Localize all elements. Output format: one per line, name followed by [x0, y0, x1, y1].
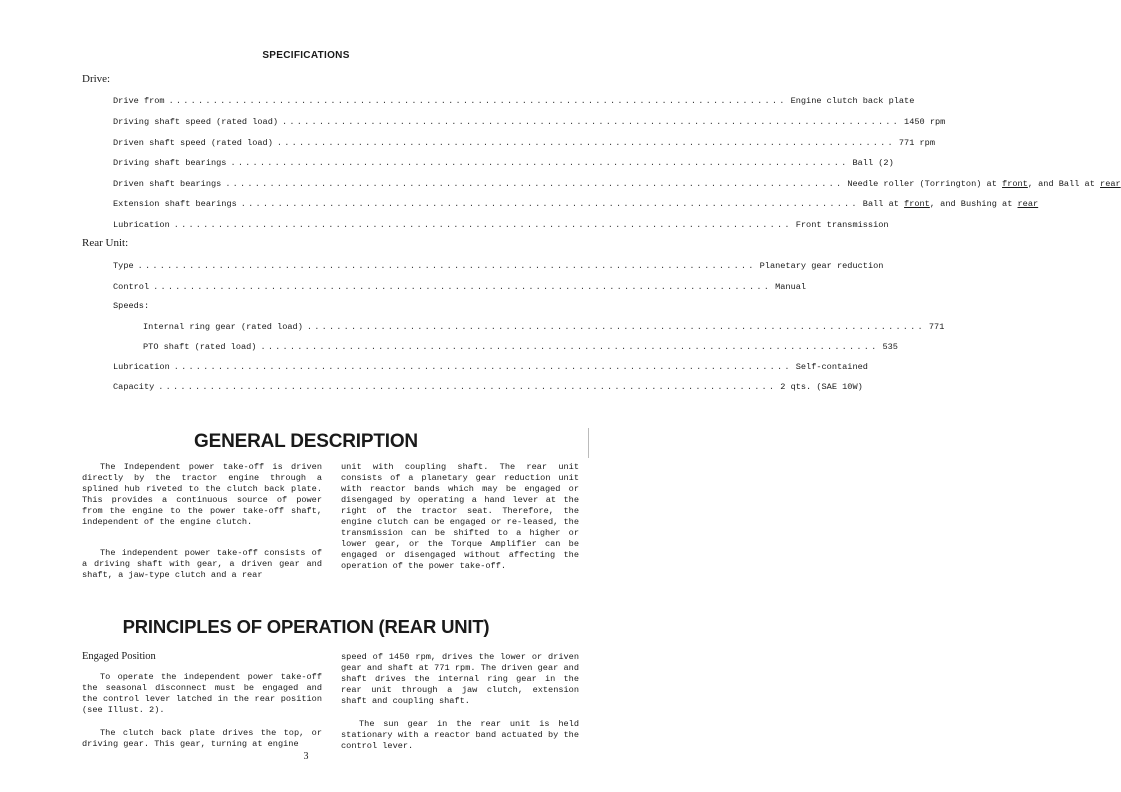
spec-row-driving-shaft-bearings: Driving shaft bearings .................................................................................... Ball (2) — [113, 158, 894, 168]
spec-value: 2 qts. (SAE 10W) — [780, 382, 863, 392]
paragraph: The clutch back plate drives the top, or driving gear. This gear, turning at engine — [82, 728, 322, 749]
principles-heading: PRINCIPLES OF OPERATION (REAR UNIT) — [122, 616, 490, 637]
spec-row-driving-shaft-speed: Driving shaft speed (rated load) .................................................................................... 1450 rpm — [113, 117, 946, 127]
rear-unit-label: Rear Unit: — [82, 237, 129, 249]
spec-row-drive-from: Drive from .................................................................................... Engine clutch back plate — [113, 96, 915, 106]
spec-row-type: Type .................................................................................... Planetary gear reduction — [113, 261, 884, 271]
drive-label: Drive: — [82, 73, 111, 85]
paragraph: unit with coupling shaft. The rear unit consists of a planetary gear reduction unit with reactor bands which may be engaged or disengaged by operating a hand lever at the right of the tractor seat. Therefore, the engine clutch can be engaged or re-leased, the transmission can be shifted to a higher or lower gear, or the Torque Amplifier can be engaged or disengaged without affecting the operation of the power take-off. — [341, 462, 579, 571]
spec-row-control: Control .................................................................................... Manual — [113, 282, 807, 292]
speeds-label: Speeds: — [113, 301, 150, 311]
spec-row-internal-ring-gear: Internal ring gear (rated load) .................................................................................... 771 — [143, 322, 945, 332]
spec-label: Lubrication — [113, 220, 170, 230]
paragraph: The sun gear in the rear unit is held stationary with a reactor band actuated by the control lever. — [341, 719, 579, 751]
spec-value: Ball at front, and Bushing at rear — [862, 199, 1039, 209]
spec-label: Driving shaft speed (rated load) — [113, 117, 279, 127]
spec-label: Lubrication — [113, 362, 170, 372]
spec-label: PTO shaft (rated load) — [143, 342, 257, 352]
spec-value: Planetary gear reduction — [759, 261, 884, 271]
spec-row-rear-lubrication: Lubrication .................................................................................... Self-contained — [113, 362, 868, 372]
spec-value: Ball (2) — [852, 158, 894, 168]
general-description-right-column — [341, 462, 579, 584]
spec-label: Driving shaft bearings — [113, 158, 227, 168]
specifications-title: SPECIFICATIONS — [262, 50, 350, 61]
engaged-position-subheading: Engaged Position — [82, 651, 156, 662]
spec-value: Front transmission — [795, 220, 889, 230]
spec-value: Self-contained — [795, 362, 868, 372]
spec-row-driven-shaft-bearings: Driven shaft bearings .................................................................................... Needle roller (Torrington) at front, and Ball at rear — [113, 179, 1121, 189]
page-number: 3 — [303, 751, 309, 762]
spec-label: Driven shaft speed (rated load) — [113, 138, 273, 148]
spec-value: 771 rpm — [898, 138, 935, 148]
spec-value: 1450 rpm — [904, 117, 946, 127]
paragraph: The independent power take-off consists of a driving shaft with gear, a driven gear and shaft, a jaw-type clutch and a rear — [82, 548, 322, 580]
spec-value: Engine clutch back plate — [790, 96, 915, 106]
spec-label: Driven shaft bearings — [113, 179, 222, 189]
spec-value: Needle roller (Torrington) at front, and Ball at rear — [847, 179, 1121, 189]
spec-row-drive-lubrication: Lubrication .................................................................................... Front transmission — [113, 220, 889, 230]
paragraph: To operate the independent power take-off the seasonal disconnect must be engaged and the control lever latched in the rear position (see Illust. 2). — [82, 672, 322, 715]
paragraph: The Independent power take-off is driven directly by the tractor engine through a splined hub riveted to the clutch back plate. This provides a continuous source of power from the engine to the power take-off shaft, independent of the engine clutch. — [82, 462, 322, 527]
spec-label: Internal ring gear (rated load) — [143, 322, 303, 332]
spec-label: Capacity — [113, 382, 155, 392]
principles-left-column — [82, 672, 322, 762]
spec-value: Manual — [775, 282, 807, 292]
spec-row-extension-shaft-bearings: Extension shaft bearings .................................................................................... Ball at front, and Bushing at rear — [113, 199, 1039, 209]
margin-rule — [588, 428, 589, 458]
spec-label: Extension shaft bearings — [113, 199, 237, 209]
principles-right-column — [341, 652, 579, 764]
spec-label: Drive from — [113, 96, 165, 106]
general-description-heading: GENERAL DESCRIPTION — [194, 431, 418, 452]
spec-row-capacity: Capacity .................................................................................... 2 qts. (SAE 10W) — [113, 382, 863, 392]
spec-row-driven-shaft-speed: Driven shaft speed (rated load) .................................................................................... 771 rpm — [113, 138, 935, 148]
spec-value: 535 — [882, 342, 898, 352]
spec-row-pto-shaft: PTO shaft (rated load) .................................................................................... 535 — [143, 342, 898, 352]
general-description-left-column — [82, 462, 322, 593]
spec-label: Type — [113, 261, 134, 271]
spec-label: Control — [113, 282, 150, 292]
paragraph: speed of 1450 rpm, drives the lower or driven gear and shaft at 771 rpm. The driven gear and shaft drives the internal ring gear in the rear unit through a jaw clutch, extension shaft and coupling shaft. — [341, 652, 579, 706]
spec-value: 771 — [928, 322, 945, 332]
